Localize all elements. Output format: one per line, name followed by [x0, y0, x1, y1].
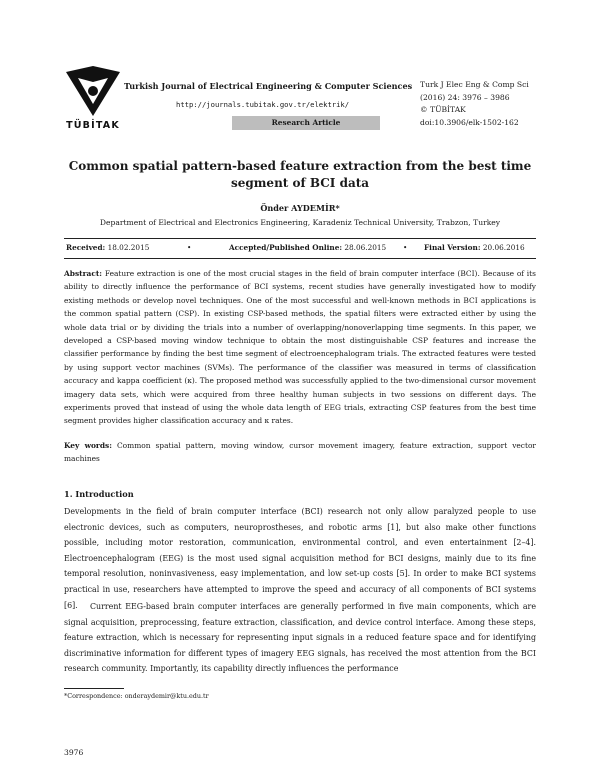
copyright: © TÜBİTAK — [420, 105, 466, 114]
journal-name: Turkish Journal of Electrical Engineering & Computer Sciences — [124, 81, 413, 91]
keywords-text: Common spatial pattern, moving window, cursor movement imagery, feature extraction, support vector machines — [64, 441, 536, 464]
citation: Turk J Elec Eng & Comp Sci — [420, 80, 529, 89]
article-type-badge: Research Article — [232, 116, 380, 130]
author-name: Önder AYDEMİR* — [260, 203, 340, 213]
doi[interactable]: doi:10.3906/elk-1502-162 — [420, 117, 519, 127]
top-rule — [64, 238, 536, 239]
journal-meta — [420, 79, 529, 129]
section-heading: 1. Introduction — [64, 489, 134, 499]
paper-title: Common spatial pattern-based feature extraction from the best time segment of BCI data — [68, 159, 532, 190]
final-date: 20.06.2016 — [482, 243, 525, 252]
footnote-rule — [64, 688, 124, 689]
journal-url[interactable]: http://journals.tubitak.gov.tr/elektrik/ — [176, 100, 350, 109]
dates-bullet: • — [187, 243, 192, 252]
correspondence-footnote: *Correspondence: onderaydemir@ktu.edu.tr — [64, 692, 209, 700]
accepted-label: Accepted/Published Online: — [229, 243, 343, 252]
page-number: 3976 — [64, 748, 84, 757]
received-date: 18.02.2015 — [107, 243, 150, 252]
abstract-text: Feature extraction is one of the most crucial stages in the field of brain computer interface (BCI). Because of its ability to directly influence the performance of BCI systems, recent studies have generally investigated how to modify existing methods or develop novel techniques. One of the most successful and well-known methods in BCI applications is the common spatial pattern (CSP). In existing CSP-based methods, the spatial filters were extracted either by using the whole data trial or by dividing the trials into a number of overlapping/nonoverlapping time segments. In this paper, we developed a CSP-based moving window technique to obtain the most distinguishable CSP features and increase the classifier performance by finding the best time segment of electroencephalogram trials. The extracted features were tested by using support vector machines (SVMs). The performance of the classifier was measured in terms of classification accuracy and kappa coefficient (κ). The proposed method was successfully applied to the two-dimensional cursor movement imagery data sets, which were acquired from three healthy human subjects in two sessions on different days. The experiments proved that instead of using the whole data length of EEG trials, extracting CSP features from the best time segment provides higher classification accuracy and κ rates. — [64, 269, 536, 426]
dates-row — [64, 243, 536, 255]
bottom-rule — [64, 258, 536, 259]
logo-wordmark: TÜBİTAK — [66, 120, 120, 131]
final-label: Final Version: — [424, 243, 481, 252]
received-label: Received: — [66, 243, 106, 252]
accepted-date: 28.06.2015 — [344, 243, 387, 252]
volume-pages: (2016) 24: 3976 – 3986 — [420, 92, 510, 102]
keywords-label: Key words: — [64, 441, 112, 450]
abstract-label: Abstract: — [64, 269, 103, 278]
affiliation: Department of Electrical and Electronics Engineering, Karadeniz Technical University, Trabzon, Turkey — [99, 218, 501, 227]
dates-bullet: • — [403, 243, 408, 252]
keywords — [64, 439, 536, 466]
abstract — [64, 267, 536, 428]
paragraph: Current EEG-based brain computer interfaces are generally performed in five main components, which are signal acquisition, preprocessing, feature extraction, classification, and device control interface. Among these steps, feature extraction, which is necessary for representing input signals in a reduced feature space and for identifying discriminative information for different types of imagery EEG signals, has received the most attention from the BCI research community. Importantly, its capability directly influences the performance — [64, 602, 536, 674]
paragraph: Developments in the field of brain computer interface (BCI) research not only allow paralyzed people to use electronic devices, such as computers, neuroprostheses, and robotic arms [1], but also make other functions possible, including motor restoration, communication, environmental control, and even entertainment [2–4]. Electroencephalogram (EEG) is the most used signal acquisition method for BCI designs, mainly due to its fine temporal resolution, noninvasiveness, easy implementation, and low set-up costs [5]. In order to make BCI systems practical in use, researchers have attempted to improve the speed and accuracy of all components of BCI systems [6]. — [64, 507, 536, 610]
